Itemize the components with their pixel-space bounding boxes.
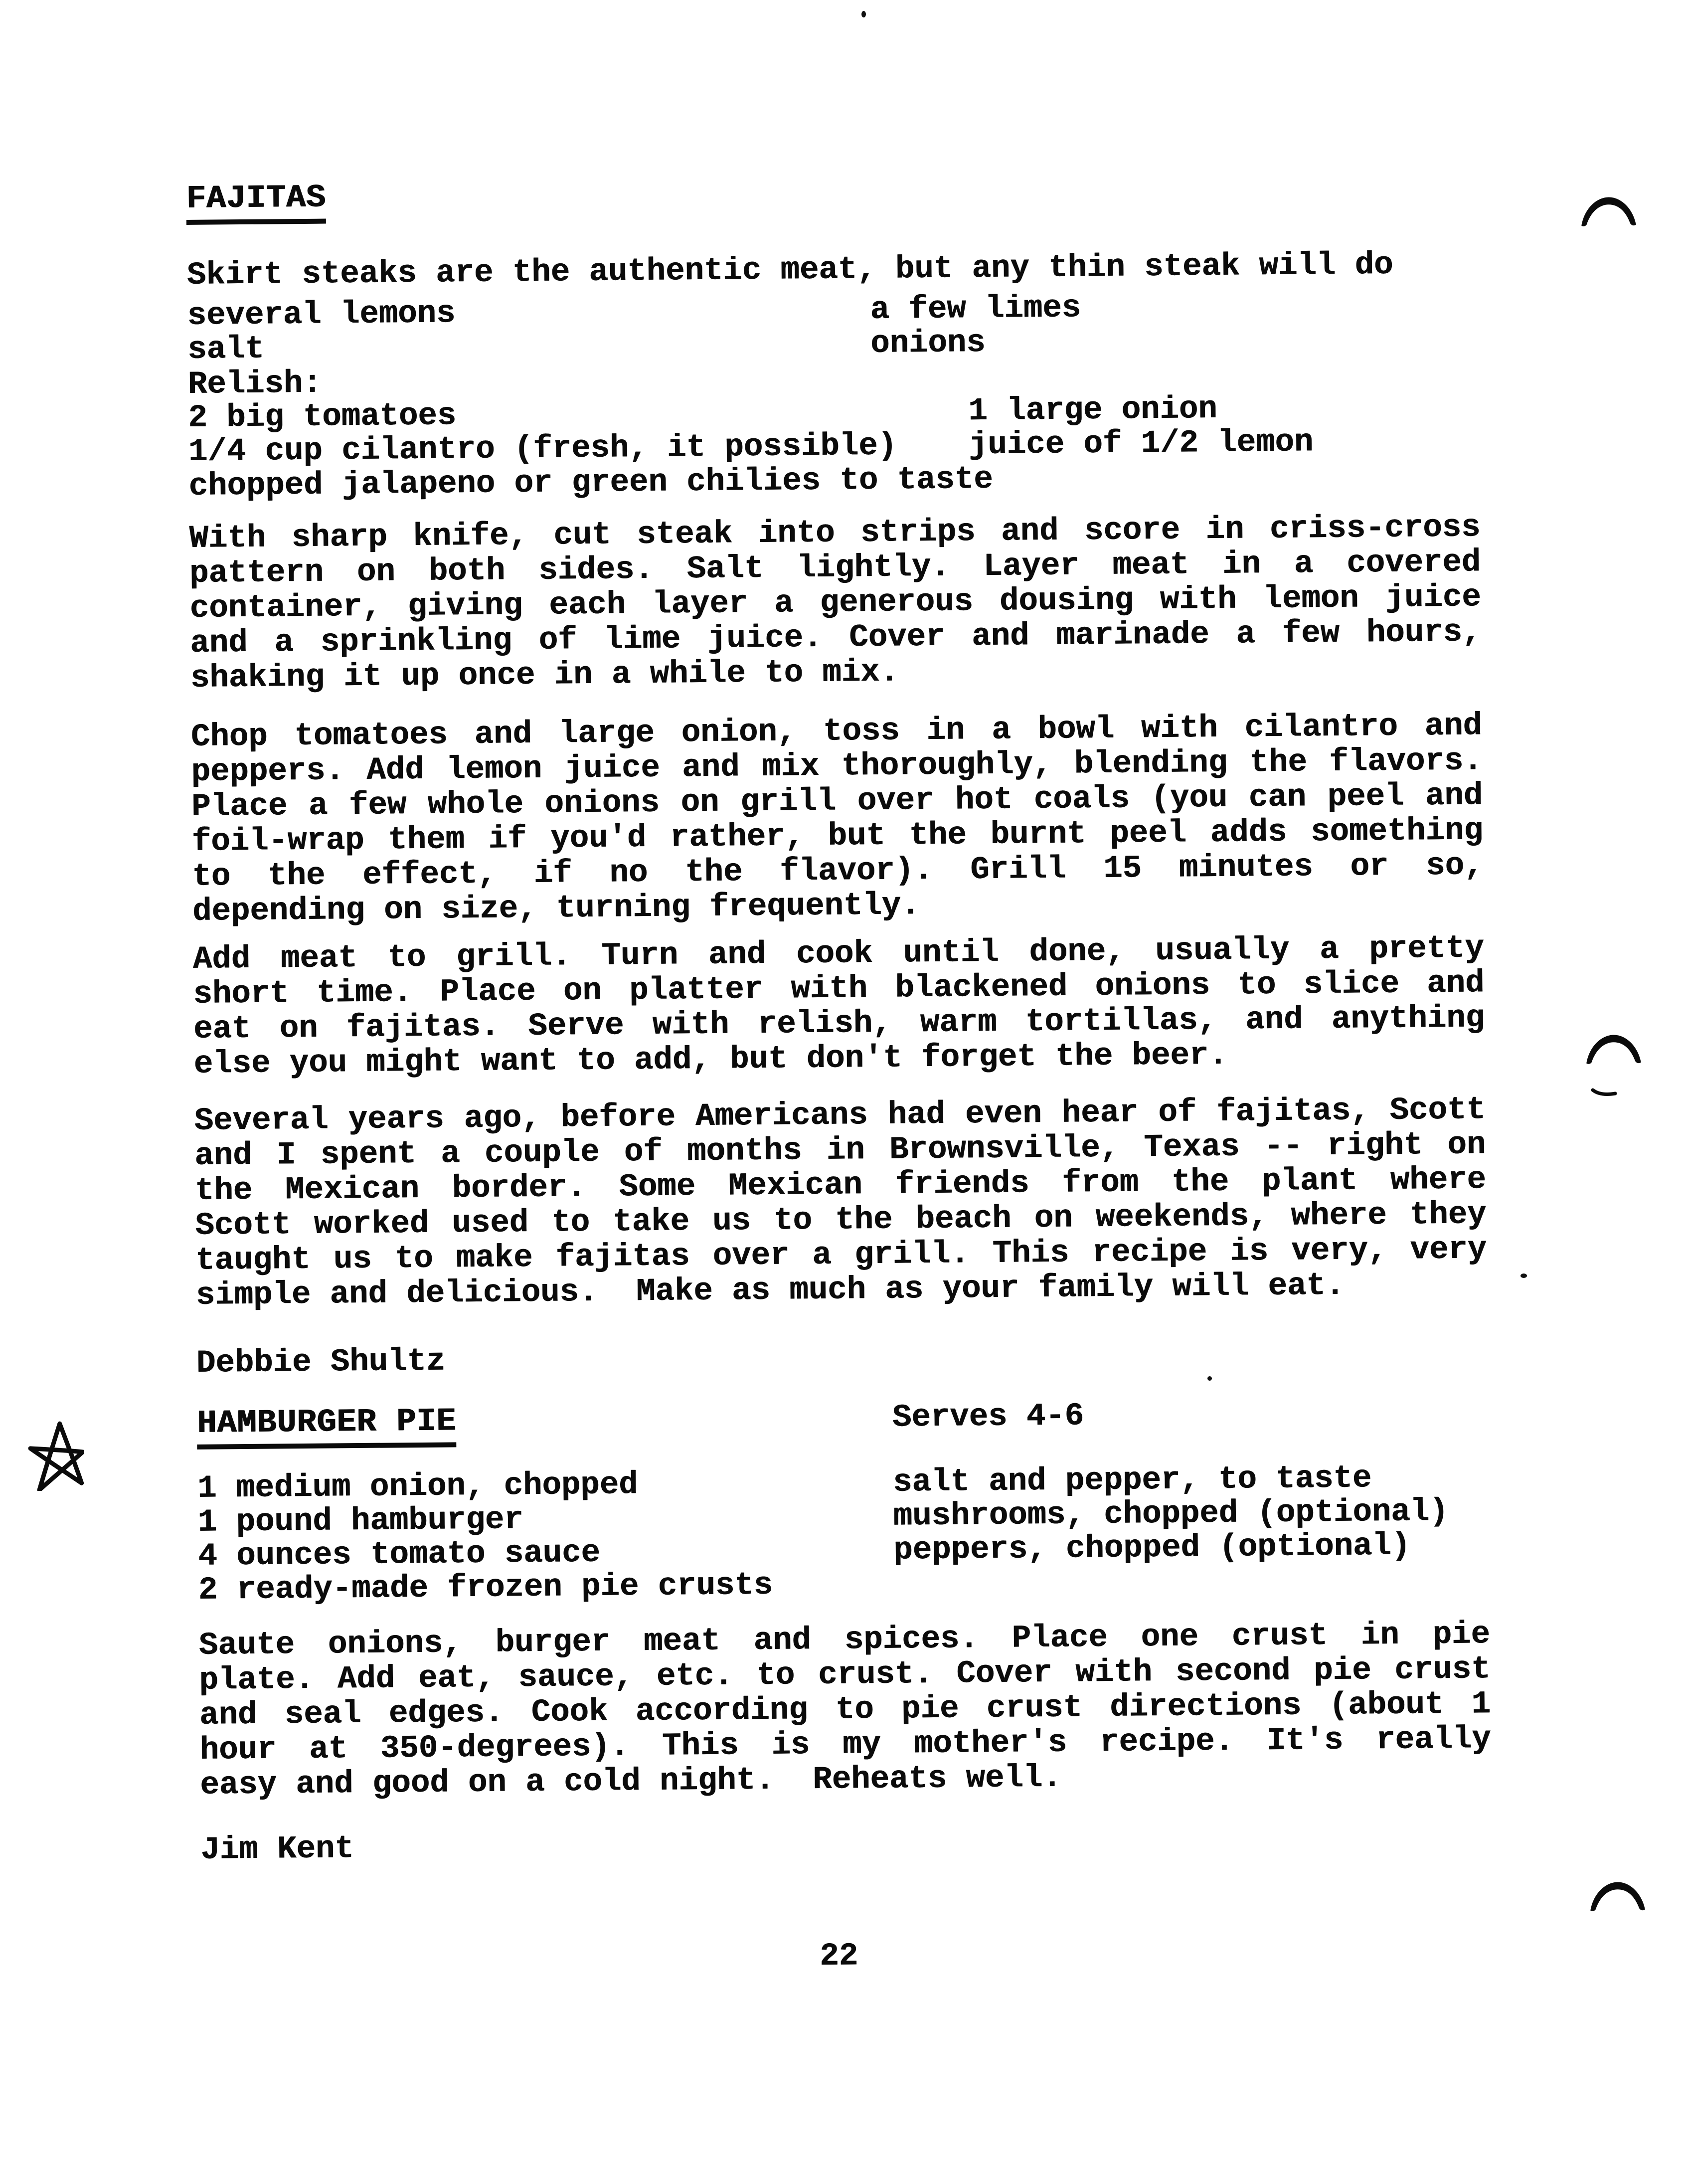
- text-line: hour at 350-degrees). This is my mother's recipe. It's really: [199, 1721, 1491, 1769]
- fajitas-ingredient-list: [187, 288, 1479, 367]
- fajitas-paragraph-3: [192, 931, 1485, 1082]
- text-line: plate. Add eat, sauce, etc. to crust. Cover with second pie crust: [199, 1651, 1491, 1699]
- ingredient-right: a few limes: [870, 290, 1081, 329]
- ingredient-right: 1 large onion: [968, 391, 1217, 430]
- text-line: and seal edges. Cook according to pie crust directions (about 1: [199, 1686, 1491, 1734]
- binding-curl-top-icon: [1579, 194, 1638, 228]
- fajitas-paragraph-2: [191, 709, 1484, 929]
- text-line: peppers. Add lemon juice and mix thoroughly, blending the flavors.: [191, 743, 1483, 790]
- fajitas-title: FAJITAS: [186, 180, 326, 225]
- ingredient-right: mushrooms, chopped (optional): [893, 1493, 1449, 1535]
- ingredient-right: salt and pepper, to taste: [892, 1460, 1372, 1501]
- handwritten-star-icon: [28, 1420, 84, 1491]
- ingredient-left: 1/4 cup cilantro (fresh, it possible): [188, 428, 897, 470]
- relish-note-line: chopped jalapeno or green chilies to taste: [188, 461, 993, 505]
- serves-label: Serves 4-6: [892, 1398, 1084, 1436]
- ingredient-right: peppers, chopped (optional): [893, 1528, 1411, 1569]
- text-line: Several years ago, before Americans had even hear of fajitas, Scott: [194, 1092, 1486, 1139]
- ingredient-left: 2 big tomatoes: [188, 398, 457, 436]
- binding-curl-bottom-icon: [1588, 1880, 1647, 1913]
- text-line: pattern on both sides. Salt lightly. Layer meat in a covered: [189, 545, 1481, 592]
- text-line: shaking it up once in a while to mix.: [190, 654, 899, 697]
- hamburger-section-header: [197, 1394, 1489, 1450]
- ink-speck-icon: [861, 11, 866, 17]
- text-line: to the effect, if no the flavor). Grill 15 minutes or so,: [192, 848, 1484, 895]
- text-line: container, giving each layer a generous dousing with lemon juice: [189, 579, 1481, 627]
- text-line: Place a few whole onions on grill over hot coals (you can peel and: [191, 778, 1483, 825]
- text-line: short time. Place on platter with blackened onions to slice and: [193, 965, 1485, 1013]
- hamburger-author: Jim Kent: [200, 1831, 354, 1868]
- page-number: 22: [819, 1938, 858, 1975]
- text-line: Add meat to grill. Turn and cook until done, usually a pretty: [192, 930, 1485, 978]
- fajitas-section-header: [186, 169, 1478, 225]
- relish-label: Relish:: [187, 365, 322, 403]
- fajitas-author: Debbie Shultz: [196, 1343, 446, 1382]
- ink-speck-icon: [1521, 1274, 1527, 1278]
- text-line: easy and good on a cold night. Reheats well.: [199, 1760, 1062, 1804]
- ingredient-left: 1 pound hamburger: [197, 1502, 523, 1541]
- text-line: simple and delicious. Make as much as your family will eat.: [195, 1268, 1345, 1314]
- text-line: eat on fajitas. Serve with relish, warm tortillas, and anything: [193, 1000, 1485, 1048]
- text-line: else you might want to add, but don't forget the beer.: [193, 1037, 1228, 1083]
- relish-ingredient-list: [188, 390, 1480, 469]
- hamburger-pie-title: HAMBURGER PIE: [197, 1403, 457, 1450]
- text-line: Saute onions, burger meat and spices. Place one crust in pie: [198, 1617, 1491, 1664]
- ink-speck-icon: [1207, 1376, 1212, 1381]
- text-line: and I spent a couple of months in Brownsville, Texas -- right on: [194, 1127, 1486, 1174]
- text-line: With sharp knife, cut steak into strips and score in criss-cross: [189, 510, 1481, 557]
- text-line: depending on size, turning frequently.: [192, 888, 920, 930]
- ingredient-right: onions: [870, 325, 986, 363]
- fajitas-intro-line: Skirt steaks are the authentic meat, but any thin steak will do: [186, 247, 1393, 294]
- fajitas-paragraph-4: [194, 1092, 1487, 1313]
- text-line: and a sprinkling of lime juice. Cover and marinade a few hours,: [189, 614, 1482, 662]
- binding-dash-icon: [1591, 1087, 1617, 1098]
- text-line: Scott worked used to take us to the beach on weekends, where they: [195, 1197, 1487, 1244]
- ingredient-left: 4 ounces tomato sauce: [197, 1535, 601, 1575]
- ingredient-left: 1 medium onion, chopped: [197, 1467, 638, 1507]
- text-line: Chop tomatoes and large onion, toss in a bowl with cilantro and: [190, 708, 1483, 755]
- text-line: taught us to make fajitas over a grill. This recipe is very, very: [195, 1232, 1487, 1279]
- ingredient-right: juice of 1/2 lemon: [968, 424, 1314, 464]
- fajitas-paragraph-1: [189, 510, 1482, 696]
- ingredient-left: several lemons: [187, 296, 456, 334]
- text-line: foil-wrap them if you'd rather, but the burnt peel adds something: [191, 813, 1483, 860]
- binding-curl-middle-icon: [1584, 1032, 1643, 1066]
- ingredient-left: salt: [187, 331, 265, 368]
- typewritten-text-area: [184, 0, 1500, 2184]
- ingredient-left: 2 ready-made frozen pie crusts: [198, 1567, 773, 1609]
- hamburger-ingredient-list: [197, 1460, 1490, 1608]
- text-line: the Mexican border. Some Mexican friends from the plant where: [194, 1162, 1487, 1209]
- hamburger-paragraph: [199, 1617, 1492, 1803]
